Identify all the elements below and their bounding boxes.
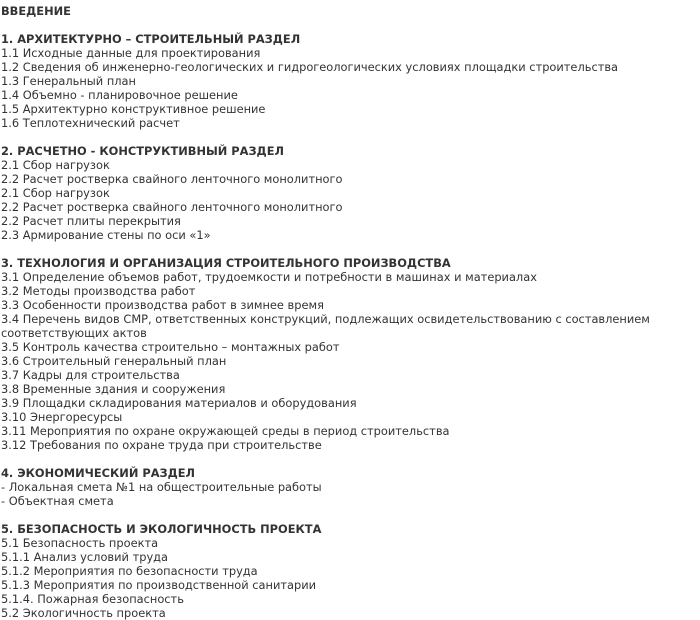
list-item: 2.2 Расчет ростверка свайного ленточного монолитного (1, 172, 343, 186)
section-heading: 2. РАСЧЕТНО - КОНСТРУКТИВНЫЙ РАЗДЕЛ (1, 144, 284, 158)
list-item: 5.2 Экологичность проекта (1, 606, 166, 620)
section-1 (1, 32, 700, 130)
spacer (1, 242, 700, 256)
intro-heading: ВВЕДЕНИЕ (1, 4, 71, 18)
list-item: 2.1 Сбор нагрузок (1, 186, 110, 200)
section-5 (1, 522, 700, 620)
list-item: 1.4 Объемно - планировочное решение (1, 88, 238, 102)
list-item: 2.1 Сбор нагрузок (1, 158, 110, 172)
list-item: 3.2 Методы производства работ (1, 284, 196, 298)
list-item: 3.1 Определение объемов работ, трудоемкости и потребности в машинах и материалах (1, 270, 537, 284)
section-4 (1, 466, 700, 508)
list-item: 3.9 Площадки складирования материалов и оборудования (1, 396, 357, 410)
list-item: 2.2 Расчет плиты перекрытия (1, 214, 181, 228)
section-heading: 3. ТЕХНОЛОГИЯ И ОРГАНИЗАЦИЯ СТРОИТЕЛЬНОГО ПРОИЗВОДСТВА (1, 256, 451, 270)
list-item: 5.1 Безопасность проекта (1, 536, 159, 550)
list-item: 3.5 Контроль качества строительно – монтажных работ (1, 340, 340, 354)
list-item: - Объектная смета (1, 494, 114, 508)
list-item: 3.6 Строительный генеральный план (1, 354, 227, 368)
spacer (1, 18, 700, 32)
spacer (1, 130, 700, 144)
section-3 (1, 256, 700, 452)
list-item: 3.3 Особенности производства работ в зимнее время (1, 298, 324, 312)
list-item: 2.2 Расчет ростверка свайного ленточного монолитного (1, 200, 343, 214)
list-item: 3.8 Временные здания и сооружения (1, 382, 226, 396)
list-item: 5.1.2 Мероприятия по безопасности труда (1, 564, 258, 578)
list-item: 2.3 Армирование стены по оси «1» (1, 228, 211, 242)
list-item: 1.6 Теплотехнический расчет (1, 116, 180, 130)
section-heading: 1. АРХИТЕКТУРНО – СТРОИТЕЛЬНЫЙ РАЗДЕЛ (1, 32, 301, 46)
list-item: 3.10 Энергоресурсы (1, 410, 123, 424)
section-heading: 4. ЭКОНОМИЧЕСКИЙ РАЗДЕЛ (1, 466, 195, 480)
list-item: 5.1.1 Анализ условий труда (1, 550, 169, 564)
list-item: - Локальная смета №1 на общестроительные работы (1, 480, 322, 494)
list-item: 3.12 Требования по охране труда при строительстве (1, 438, 322, 452)
list-item: 3.4 Перечень видов СМР, ответственных конструкций, подлежащих освидетельствованию с составлением соответствующих актов (1, 312, 650, 340)
list-item: 1.5 Архитектурно конструктивное решение (1, 102, 266, 116)
section-2 (1, 144, 700, 242)
list-item: 1.3 Генеральный план (1, 74, 136, 88)
list-item: 3.11 Мероприятия по охране окружающей среды в период строительства (1, 424, 450, 438)
spacer (1, 508, 700, 522)
list-item: 3.7 Кадры для строительства (1, 368, 180, 382)
list-item: 1.1 Исходные данные для проектирования (1, 46, 261, 60)
list-item: 5.1.4. Пожарная безопасность (1, 592, 184, 606)
list-item: 5.1.3 Мероприятия по производственной санитарии (1, 578, 317, 592)
list-item: 1.2 Сведения об инженерно-геологических и гидрогеологических условиях площадки строительства (1, 60, 619, 74)
section-heading: 5. БЕЗОПАСНОСТЬ И ЭКОЛОГИЧНОСТЬ ПРОЕКТА (1, 522, 322, 536)
spacer (1, 452, 700, 466)
